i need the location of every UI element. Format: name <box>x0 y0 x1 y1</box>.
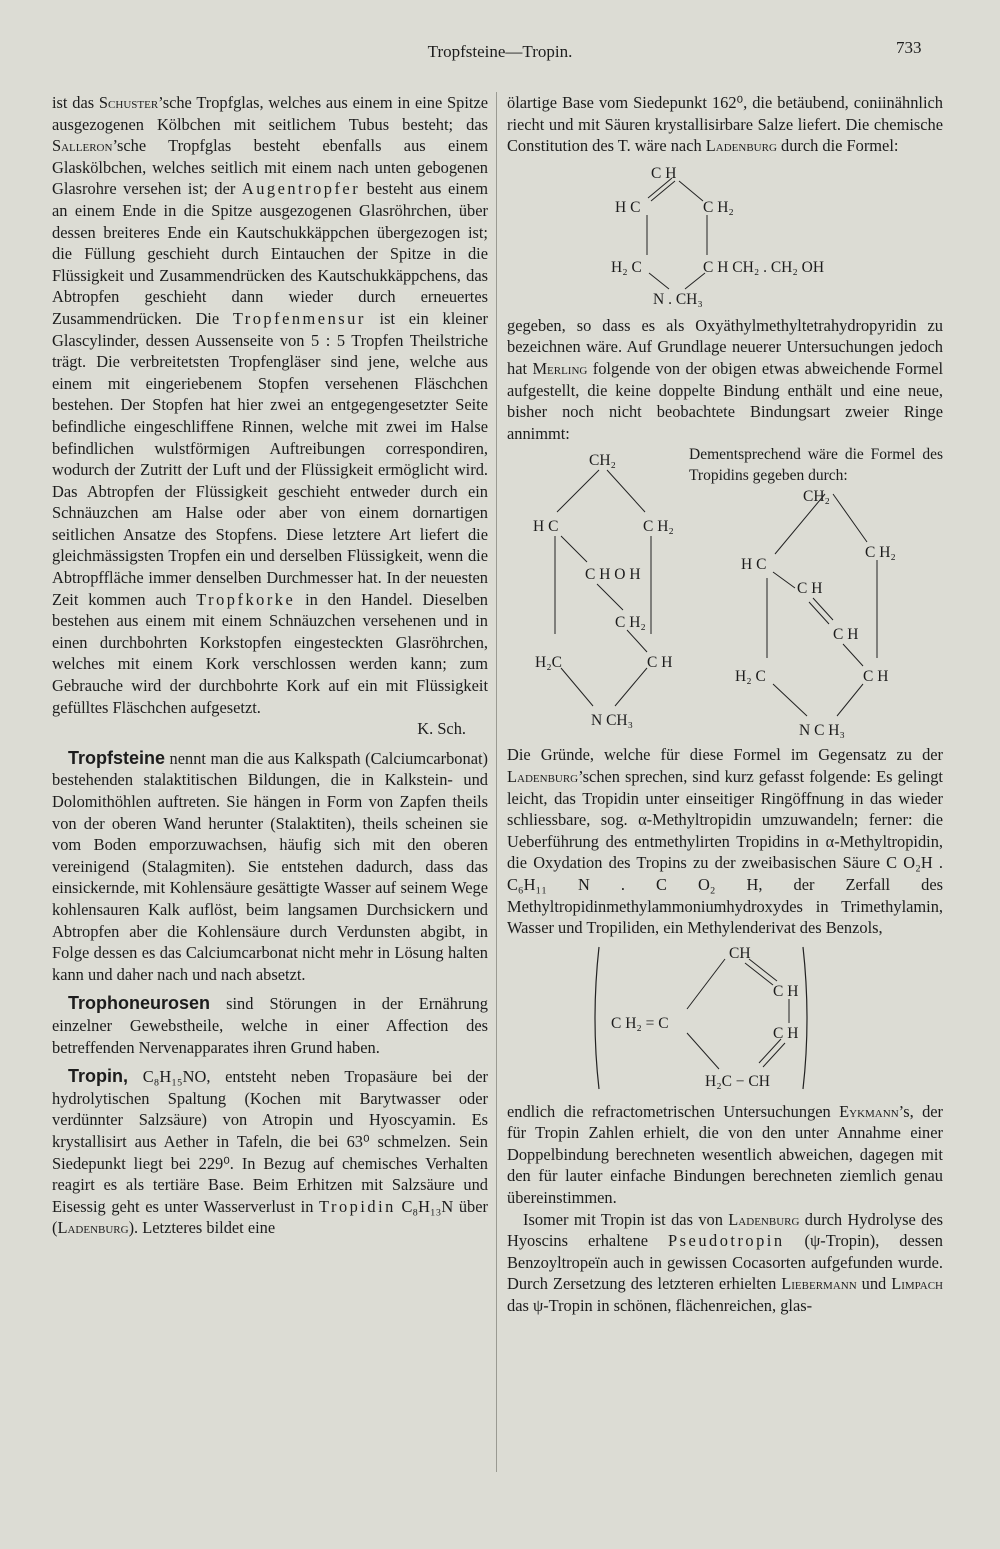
atom-label: C H₂ <box>643 518 674 536</box>
entry-term: Tropfsteine <box>68 747 166 768</box>
ladenburg-structural-formula <box>507 157 943 315</box>
atom-label: CH₂ <box>803 488 830 506</box>
spaced-term: Augentropfer <box>241 179 361 199</box>
author-name: Eykmann <box>839 1101 899 1121</box>
atom-label: C H <box>773 1024 799 1042</box>
reasons-paragraph: Die Gründe, welche für diese Formel im Gegensatz zu der Ladenburg’schen sprechen, sind kurz gefasst folgende: Es gelingt leicht, das Tropidin unter einseitiger Ringöffnung in das wieder schliessbare, sog. α-Methyltropidin umzuwandeln; ferner: die Ueberführung des entmethylirten Tropidins in α-Methyltropidin, die Oxydation des Tropins zu der zweibasischen Säure C O₂H . C₆H₁₁ N . C O₂ H, der Zerfall des Methyltropidinmethylammoniumhydroxydes in Trimethylamin, Wasser und Tropiliden, ein Methylenderivat des Benzols, <box>507 745 943 938</box>
tropidin-formula-intro: Dementsprechend wäre die Formel des Tropidins gegeben durch: <box>689 446 943 485</box>
left-column <box>52 92 488 1239</box>
atom-label: C H₂ <box>703 198 734 216</box>
atom-label: N CH₃ <box>591 712 634 730</box>
atom-label: H₂C <box>535 654 562 672</box>
tropiliden-structural-formula <box>507 939 943 1101</box>
formula-bonds <box>507 444 943 744</box>
spaced-term: Tropfkorke <box>196 589 296 609</box>
atom-label: CH <box>729 944 751 962</box>
atom-label: C H <box>773 982 799 1000</box>
author-name: Liebermann <box>781 1274 857 1294</box>
atom-label: C H O H <box>585 566 641 584</box>
atom-label: N C H₃ <box>799 722 845 740</box>
entry-term: Trophoneurosen <box>68 993 211 1014</box>
spaced-term: Tropidin <box>319 1196 396 1216</box>
entry-term: Tropin, <box>68 1066 128 1087</box>
refractometric-paragraph: endlich die refractometrischen Untersuchungen Eykmann’s, der für Tropin Zahlen erhielt, die von den unter Annahme einer Doppelbindung berechneten wesentlich abweichen, dagegen mit den für lauter einfache Bindungen berechneten ziemlich genau übereinstimmen. <box>507 1101 943 1208</box>
column-divider <box>496 92 497 1472</box>
author-name: Schuster <box>98 93 159 112</box>
right-column <box>507 92 943 1317</box>
trophoneurosen-entry: Trophoneurosen sind Störungen in der Ernährung einzelner Gewebstheile, welche in einer Affection des betreffenden Nervenapparates ihren Grund haben. <box>52 993 488 1057</box>
merling-paragraph: gegeben, so dass es als Oxyäthylmethyltetrahydropyridin zu bezeichnen wäre. Auf Grundlage neuerer Untersuchungen jedoch hat Merling folgende von der obigen etwas abweichende Formel aufgestellt, die keine doppelte Bindung enthält und eine neue, bisher noch nicht beobachtete Bindungsart zweier Ringe annimmt: <box>507 315 943 443</box>
atom-label: C H₂ <box>615 614 646 632</box>
author-name: Merling <box>532 358 588 378</box>
page-number: 733 <box>896 38 922 57</box>
atom-label: H₂ C <box>611 258 642 276</box>
atom-label: CH₂ <box>589 452 616 470</box>
author-name: Ladenburg <box>728 1209 800 1229</box>
atom-label: H C <box>741 556 767 574</box>
atom-label: C H CH₂ . CH₂ OH <box>703 258 825 276</box>
merling-structural-formulas <box>507 444 943 744</box>
spaced-term: Tropfenmensur <box>232 308 366 328</box>
atom-label: C H₂ = C <box>611 1014 669 1032</box>
author-name: Ladenburg <box>705 136 777 156</box>
atom-label: C H <box>833 626 859 644</box>
tropfglas-paragraph: ist das Schuster’sche Tropfglas, welches aus einem in eine Spitze ausgezogenen Kölbchen mit seitlichem Tubus besteht; das Salleron’sche Tropfglas besteht ebenfalls aus einem Glaskölbchen, welches seitlich mit einem nach unten gebogenen Glasrohre versehen ist; der Augentropfer besteht aus einem an einem Ende in die Spitze ausgezogenen Glasröhrchen, über dessen breiteres Ende ein Kautschukkäppchen übergezogen ist; die Füllung geschieht durch Eintauchen der Spitze in die Flüssigkeit und Zusammendrücken des Kautschukkäppchens, das Abtropfen geschieht dann wieder durch erneuertes Zusammendrücken. Die Tropfenmensur ist ein kleiner Glascylinder, dessen Aussenseite von 5 : 5 Tropfen Theilstriche trägt. Die verbreitetsten Tropfengläser sind jene, welche aus einem mit eingeriebenem Stopfen versehenen Fläschchen bestehen. Der Stopfen hat hier zwei an entgegengesetzter Seite befindliche eingeschliffene Rinnen, welche mit zwei im Halse befindlichen wulstförmigen Auftreibungen correspondiren, wodurch der Zutritt der Luft und der Flüssigkeit ermöglicht wird. Das Abtropfen der Flüssigkeit geschieht entweder durch ein Schnäuzchen am Halse oder aber von einem dornartigen seitlichen Ansatze des Stopfens. Diese letztere Art liefert die gleichmässigsten Tropfen ein und derselben Flüssigkeit, wenn die Abtropffläche immer denselben Durchmesser hat. In der neuesten Zeit kommen auch Tropfkorke in den Handel. Dieselben bestehen aus einem mit einem Schnäuzchen versehenen und in einen durchbohrten Korkstopfen eingesteckten Glasröhrchen, welches mit einem Kork verschlossen werden kann; zum Gebrauche wird der durchbohrte Kork auf ein mit Flüssigkeit gefülltes Fläschchen aufgesetzt. <box>52 93 489 717</box>
atom-label: N . CH₃ <box>653 290 703 308</box>
base-paragraph: ölartige Base vom Siedepunkt 162⁰, die betäubend, coniinähnlich riecht und mit Säuren krystallisirbare Salze liefert. Die chemische Constitution des T. wäre nach Ladenburg durch die Formel: <box>507 93 943 156</box>
atom-label: H₂ C <box>735 668 766 686</box>
atom-label: H C <box>533 518 559 536</box>
atom-label: C H₂ <box>865 544 896 562</box>
atom-label: C H <box>797 580 823 598</box>
author-signature: K. Sch. <box>417 719 466 739</box>
chemical-formula: C₈H₁₅NO <box>142 1067 207 1087</box>
author-name: Limpach <box>891 1274 943 1294</box>
atom-label: H₂C − CH <box>705 1072 770 1090</box>
atom-label: C H <box>863 668 889 686</box>
author-name: Ladenburg <box>507 766 579 786</box>
pseudotropin-paragraph: Isomer mit Tropin ist das von Ladenburg durch Hydrolyse des Hyoscins erhaltene Pseudotropin (ψ-Tropin), dessen Benzoyltropeïn auch in gewissen Cocasorten aufgefunden wurde. Durch Zersetzung des letzteren erhielten Liebermann und Limpach das ψ-Tropin in schönen, flächenreichen, glas- <box>507 1209 943 1316</box>
atom-label: C H <box>651 164 677 182</box>
tropin-entry: Tropin, C₈H₁₅NO, entsteht neben Tropasäure bei der hydrolytischen Spaltung (Kochen mit Barytwasser oder verdünnter Salzsäure) von Atropin und Hyoscyamin. Es krystallisirt aus Aether in Tafeln, die bei 63⁰ schmelzen. Sein Siedepunkt liegt bei 229⁰. In Bezug auf chemisches Verhalten reagirt es als tertiäre Base. Beim Erhitzen mit Salzsäure und Eisessig geht es unter Wasserverlust in Tropidin C₈H₁₃N über (Ladenburg). Letzteres bildet eine <box>52 1066 488 1238</box>
atom-label: H C <box>615 198 641 216</box>
author-name: Ladenburg <box>57 1218 129 1238</box>
spaced-term: Pseudotropin <box>668 1231 785 1251</box>
tropfsteine-entry: Tropfsteine nennt man die aus Kalkspath (Calciumcarbonat) bestehenden stalaktitischen Bildungen, die in Kalkstein- und Dolomithöhlen auftreten. Sie hängen in Form von Zapfen theils von der oberen Wand herunter (Stalaktiten), theils scheinen sie vom Boden emporzuwachsen, häufig sich mit den oberen vereinigend (Stalagmiten). Sie entstehen dadurch, dass das einsickernde, mit Kohlensäure gesättigte Wasser auf seinem Wege kohlensauren Kalk auflöst, beim langsamen Durchsickern und Abtropfen aber die Kohlensäure durch Verdunsten abgibt, in Folge dessen es das Calciumcarbonat nicht mehr in Lösung halten kann und daher nach und nach absetzt. <box>52 747 488 984</box>
running-title: Tropfsteine—Tropin. <box>427 42 573 61</box>
formula-bonds <box>507 157 943 315</box>
atom-label: C H <box>647 654 673 672</box>
author-name: Salleron <box>52 136 113 156</box>
